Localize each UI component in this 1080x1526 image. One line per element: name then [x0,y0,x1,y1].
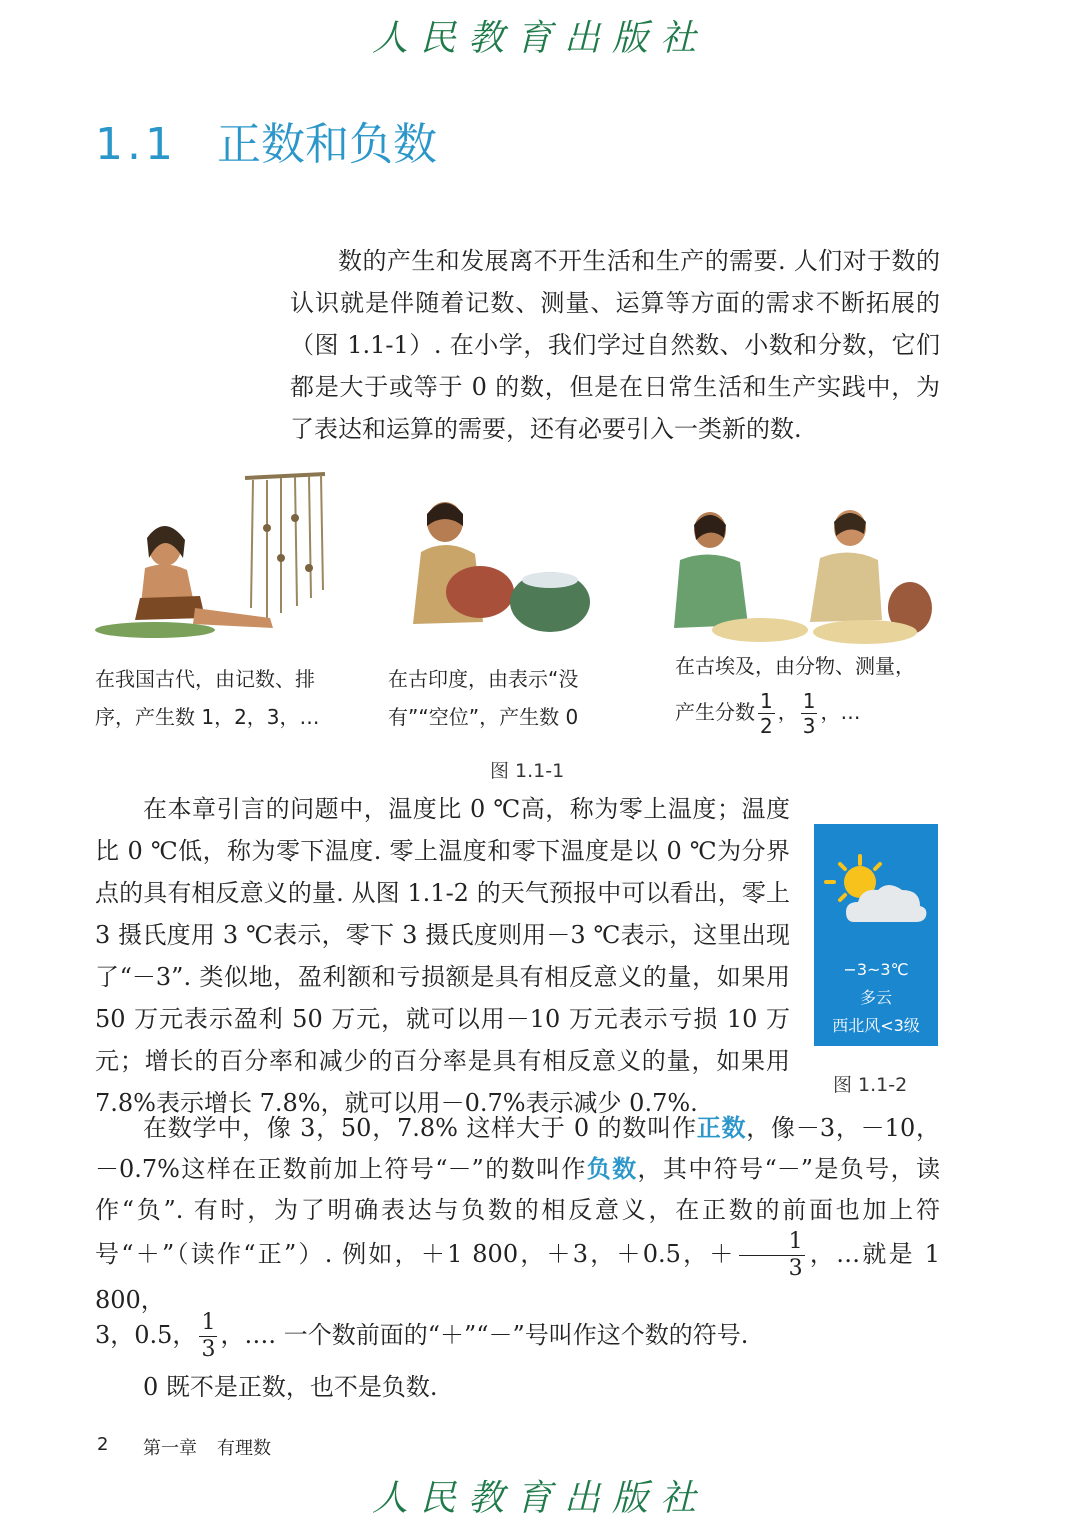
term-positive: 正数 [696,1114,747,1142]
weather-temp: −3~3℃ [843,960,909,979]
temperature-paragraph: 在本章引言的问题中，温度比 0 ℃高，称为零上温度；温度比 0 ℃低，称为零下温度. 零上温度和零下温度是以 0 ℃为分界点的具有相反意义的量. 从图 1.1-2 的天气预报中可以看出，零上3 摄氏度用 3 ℃表示，零下 3 摄氏度则用－3 ℃表示，这里出现了“－3”. 类似地，盈利额和亏损额是具有相反意义的量，如果用 50 万元表示盈利 50 万元，就可以用－10 万元表示亏损 10 万元；增长的百分率和减少的百分率是具有相反意义的量，如果用 7.8%表示增长 7.8%，就可以用－0.7%表示减少 0.7%. [95,795,790,1117]
fraction-one-half [758,691,775,736]
illustration-china-knots [95,468,335,648]
publisher-header: 人民教育出版社 [371,18,708,59]
footer-chapter: 第一章 [143,1438,197,1459]
fraction-denominator: 2 [760,714,773,738]
caption-china-line2: 序，产生数 1，2，3，… [95,705,320,729]
section-number: 1.1 [95,119,177,170]
fraction-denominator: 3 [788,1256,803,1281]
intro-paragraph: 数的产生和发展离不开生活和生产的需要. 人们对于数的认识就是伴随着记数、测量、运算等方面的需求不断拓展的（图 1.1-1）. 在小学，我们学过自然数、小数和分数，它们都是大于或等于 0 的数，但是在日常生活和生产实践中，为了表达和运算的需要，还有必要引入一类新的数. [290,247,940,443]
weather-wind: 西北风<3级 [832,1016,920,1035]
egyptian-figures [674,510,932,634]
illustration-india-zero [385,482,605,642]
fraction-one-third [801,691,818,736]
fraction-one-third-inline-2 [199,1312,217,1361]
weather-condition: 多云 [859,988,892,1007]
definition-text-a: 在数学中，像 3，50，7.8% 这样大于 0 的数叫作 [143,1114,697,1142]
caption-egypt-suffix: ，… [820,700,861,724]
definition-text-b: ，像－3，－10，－0.7%这样在正数前加上符号“－”的数叫作 [95,1114,940,1183]
caption-china [95,660,355,736]
section-title-text: 正数和负数 [216,119,437,170]
zero-paragraph: 0 既不是正数，也不是负数. [143,1373,438,1401]
fraction-numerator: 1 [201,1310,216,1335]
grain-piles-image [712,618,917,644]
caption-egypt [675,647,945,736]
caption-egypt-line1: 在古埃及，由分物、测量， [675,654,915,678]
definition-paragraph [95,1108,940,1321]
caption-india-line2: 有”“空位”，产生数 0 [388,705,579,729]
fraction-denominator: 3 [201,1337,216,1362]
fraction-denominator: 3 [802,714,816,738]
publisher-footer: 人民教育出版社 [371,1478,708,1519]
section-title [95,108,437,172]
definition-text-d: ，…就是 1 800， [95,1240,940,1314]
definition-text-c: ，其中符号“－”是负号，读作“负”. 有时，为了明确表达与负数的相反意义，在正数的前面也加上符号“＋”（读作“正”）. 例如，＋1 800，＋3，＋0.5，＋ [95,1155,940,1268]
term-negative: 负数 [586,1155,638,1183]
caption-egypt-prefix: 产生分数 [675,700,755,724]
caption-egypt-line2: 产生分数 $\frac{1}{2}$ ， $\frac{1}{3}$ ，… [675,689,861,738]
figure-label-1: 图 1.1-1 [490,760,565,782]
weather-forecast-panel [814,824,938,1046]
figure-label-2: 图 1.1-2 [833,1074,908,1096]
definition-line-b-prefix: 3，0.5， [95,1321,197,1349]
footer-chapter-title: 有理数 [217,1438,271,1459]
definition-line-b-suffix: ，…. 一个数前面的“＋”“－”号叫作这个数的符号. [220,1321,749,1349]
fraction-numerator: 1 [760,689,773,713]
illustration-egypt-fractions [660,500,940,650]
fraction-numerator: 1 [802,689,816,713]
fraction-one-third-inline [739,1231,805,1280]
sun-cloud-icon [824,852,930,932]
page-number: 2 [97,1434,109,1455]
ancient-person-figure [95,526,273,638]
definition-paragraph-continued [95,1312,940,1361]
fraction-numerator: 1 [788,1229,803,1254]
caption-india-line1: 在古印度，由表示“没 [388,667,579,691]
caption-india [388,660,628,736]
knot-strings-image [245,474,325,618]
caption-china-line1: 在我国古代，由记数、排 [95,667,315,691]
